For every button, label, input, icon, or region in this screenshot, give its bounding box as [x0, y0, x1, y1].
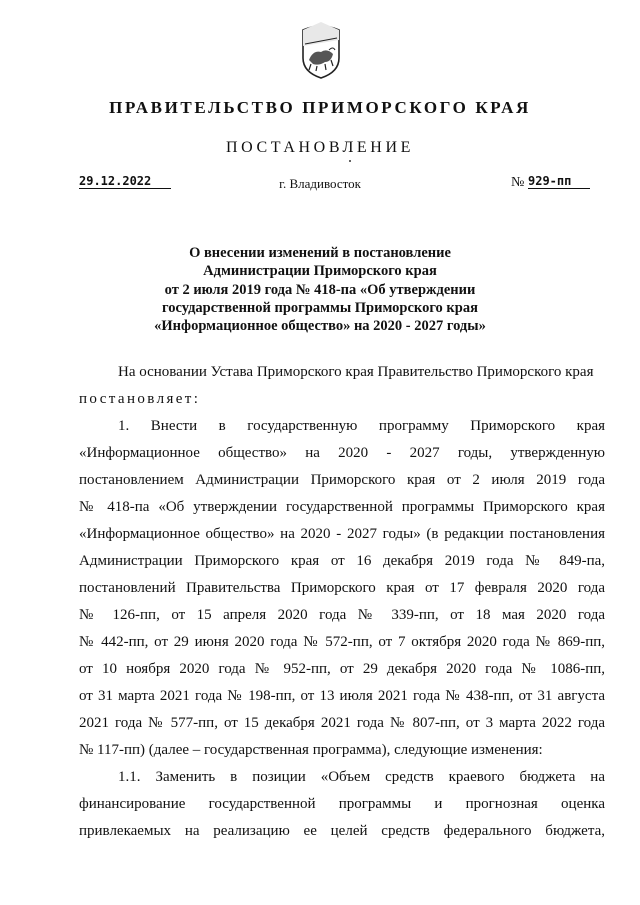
body-line: финансирование государственной программы и прогнозная оценка: [79, 796, 605, 812]
coat-of-arms-emblem: [299, 20, 343, 80]
body-line: «Информационное общество» на 2020 - 2027 годы» (в редакции постановления: [79, 526, 605, 542]
body-line: На основании Устава Приморского края Правительство Приморского края: [118, 364, 594, 380]
body-line: привлекаемых на реализацию ее целей средств федерального бюджета,: [79, 823, 605, 839]
subject-line: О внесении изменений в постановление: [189, 245, 451, 261]
body-line: от 31 марта 2021 года № 198-пп, от 13 июля 2021 года № 438-пп, от 31 августа: [79, 688, 605, 704]
body-line: 1.1. Заменить в позиции «Объем средств краевого бюджета на: [118, 769, 605, 785]
body-line: «Информационное общество» на 2020 - 2027 годы, утвержденную: [79, 445, 605, 461]
number-sign: №: [511, 175, 525, 190]
subject-line: от 2 июля 2019 года № 418-па «Об утверждении: [164, 281, 476, 298]
subject-line: «Информационное общество» на 2020 - 2027 годы»: [154, 318, 486, 335]
document-type-heading: ПОСТАНОВЛЕНИЕ: [226, 139, 414, 156]
government-title: ПРАВИТЕЛЬСТВО ПРИМОРСКОГО КРАЯ: [109, 98, 531, 117]
body-line: № 418-па «Об утверждении государственной программы Приморского края: [79, 499, 605, 515]
document-city: г. Владивосток: [279, 176, 361, 191]
document-subject: [0, 244, 640, 335]
body-line: от 10 ноября 2020 года № 952-пп, от 29 декабря 2020 года № 1086-пп,: [79, 661, 605, 677]
body-line: 1. Внести в государственную программу Приморского края: [118, 418, 605, 434]
subject-line: государственной программы Приморского края: [162, 299, 478, 316]
body-line: постановлением Администрации Приморского края от 2 июля 2019 года: [79, 472, 605, 488]
stray-dot: [349, 160, 351, 162]
body-line: постановляет:: [79, 391, 201, 407]
document-number: 929-пп: [528, 174, 590, 189]
document-date: 29.12.2022: [79, 174, 171, 189]
body-line: Администрации Приморского края от 16 декабря 2019 года № 849-па,: [79, 553, 605, 569]
body-line: постановлений Правительства Приморского края от 17 февраля 2020 года: [79, 580, 605, 596]
body-line: № 442-пп, от 29 июня 2020 года № 572-пп, от 7 октября 2020 года № 869-пп,: [79, 634, 605, 650]
body-line: № 126-пп, от 15 апреля 2020 года № 339-пп, от 18 мая 2020 года: [79, 607, 605, 623]
body-line: 2021 года № 577-пп, от 15 декабря 2021 года № 807-пп, от 3 марта 2022 года: [79, 715, 605, 731]
subject-line: Администрации Приморского края: [203, 263, 437, 280]
body-line: № 117-пп) (далее – государственная программа), следующие изменения:: [79, 742, 543, 758]
